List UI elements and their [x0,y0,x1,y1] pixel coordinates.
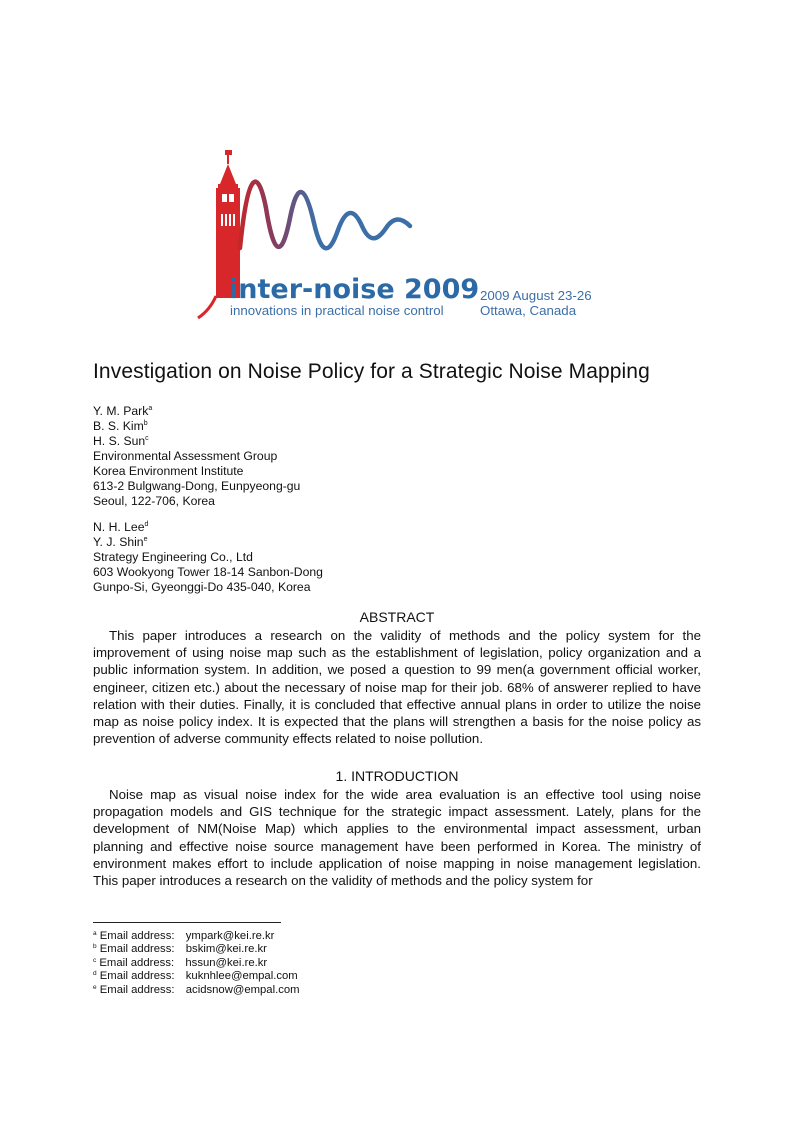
affiliation-line: Korea Environment Institute [93,464,244,478]
footnotes [93,930,300,997]
footnote-item: $^d$ Email address: kuknhlee@empal.com [93,970,298,983]
author-block-1 [93,404,300,509]
author-name: Y. J. Shin$^e$ [93,535,148,549]
affiliation-line: Strategy Engineering Co., Ltd [93,550,253,564]
brand-wordmark: inter-noise 2009 [229,274,480,305]
author-block-2 [93,520,323,595]
footnote-item: $^c$ Email address: hssun@kei.re.kr [93,956,268,969]
abstract-text: This paper introduces a research on the validity of methods and the policy system for the improvement of using noise map such as the establishment of legislation, policy organization and a public information system. In addition, we posed a question to 99 men(a government official worker, engineer, citizen etc.) about the necessary of noise map for their job. 68% of answerer replied to have relation with their duties. Finally, it is concluded that effective annual plans in order to utilize the noise map as noise policy index. It is expected that the plans will strengthen a basis for the noise policy as prevention of adverse community effects related to noise pollution. [93,628,701,747]
footnote-item: $^b$ Email address: bskim@kei.re.kr [93,943,267,956]
sound-wave-icon [240,182,410,249]
conference-date: 2009 August 23-26 [480,288,592,303]
author-name: Y. M. Park$^a$ [93,404,153,418]
conference-logo [196,148,616,323]
introduction-text: Noise map as visual noise index for the wide area evaluation is an effective tool using noise propagation models and GIS technique for the strategic impact assessment. Lately, plans for the development of NM(Noise Map) which applies to the environmental impact assessment, urban planning and effective noise source management have been performed in Korea. The ministry of environment makes effort to include application of noise mapping in noise management legislation. This paper introduces a research on the validity of methods and the policy system for [93,787,701,889]
footnote-item: $^e$ Email address: acidsnow@empal.com [93,983,300,996]
affiliation-line: Environmental Assessment Group [93,449,278,463]
author-name: H. S. Sun$^c$ [93,434,149,448]
abstract-heading: ABSTRACT [359,609,435,625]
brand-tagline: innovations in practical noise control [230,303,444,318]
author-name: N. H. Lee$^d$ [93,520,149,534]
paper-title: Investigation on Noise Policy for a Strategic Noise Mapping [93,360,650,383]
footnote-divider [93,922,281,923]
affiliation-line: Gunpo-Si, Gyeonggi-Do 435-040, Korea [93,580,311,594]
conference-place: Ottawa, Canada [480,303,577,318]
affiliation-line: 603 Wookyong Tower 18-14 Sanbon-Dong [93,565,323,579]
footnote-item: $^a$ Email address: ympark@kei.re.kr [93,930,275,942]
introduction-heading: 1. INTRODUCTION [335,768,459,784]
affiliation-line: Seoul, 122-706, Korea [93,494,215,508]
affiliation-line: 613-2 Bulgwang-Dong, Eunpyeong-gu [93,479,301,493]
author-name: B. S. Kim$^b$ [93,419,148,433]
